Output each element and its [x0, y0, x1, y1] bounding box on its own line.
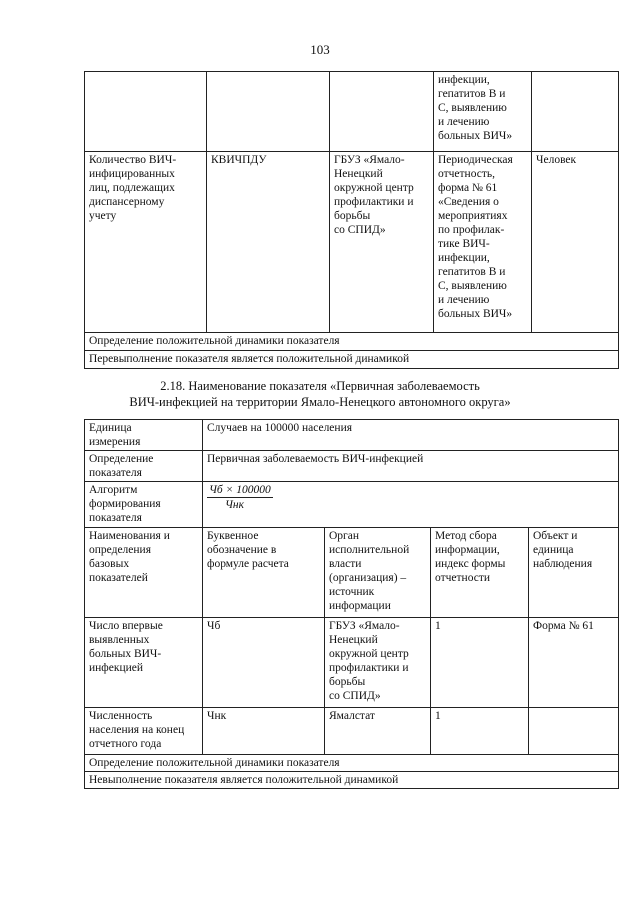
- formula: [207, 483, 273, 512]
- indicator-name-cell: Количество ВИЧ- инфицированных лиц, подлежащих диспансерному учету: [85, 152, 207, 333]
- unit-label: Единица измерения: [85, 420, 203, 451]
- table-header-row: [85, 528, 619, 618]
- formula-numerator: Чб × 100000: [209, 484, 271, 496]
- indicator-code-cell: КВИЧПДУ: [207, 152, 330, 333]
- unit-cell: Человек: [532, 152, 619, 333]
- formula-cell: [203, 482, 619, 528]
- method-cell: Периодическая отчетность, форма № 61 «Сведения о мероприятиях по профилак- тике ВИЧ- инфекции, гепатитов В и С, выявлению и лечению больных ВИЧ»: [434, 152, 532, 333]
- table-row: [85, 333, 619, 351]
- header-code: Буквенное обозначение в формуле расчета: [203, 528, 325, 618]
- definition-label: Определение показателя: [85, 451, 203, 482]
- indicator-table-continued: [84, 71, 619, 369]
- unit-value: Случаев на 100000 населения: [203, 420, 619, 451]
- table-row: [85, 451, 619, 482]
- table-row: [85, 708, 619, 755]
- definition-row: Определение положительной динамики показателя: [85, 755, 619, 772]
- section-heading-line1: 2.18. Наименование показателя «Первичная заболеваемость: [160, 379, 480, 393]
- method-cell: инфекции, гепатитов В и С, выявлению и лечению больных ВИЧ»: [434, 72, 532, 152]
- header-object: Объект и единица наблюдения: [529, 528, 619, 618]
- base-code-cell: Чнк: [203, 708, 325, 755]
- formula-denominator: Чнк: [225, 499, 245, 511]
- base-method-cell: 1: [431, 618, 529, 708]
- base-object-cell: [529, 708, 619, 755]
- table-row: [85, 420, 619, 451]
- table-row: [85, 72, 619, 152]
- table-row: [85, 482, 619, 528]
- page-number: 103: [310, 42, 330, 57]
- table-row: [85, 772, 619, 789]
- section-heading-line2: ВИЧ-инфекцией на территории Ямало-Ненецкого автономного округа»: [129, 395, 511, 409]
- base-org-cell: ГБУЗ «Ямало- Ненецкий окружной центр профилактики и борьбы со СПИД»: [325, 618, 431, 708]
- base-code-cell: Чб: [203, 618, 325, 708]
- table-row: [85, 351, 619, 369]
- header-method: Метод сбора информации, индекс формы отчетности: [431, 528, 529, 618]
- definition-row: Определение положительной динамики показателя: [85, 333, 619, 351]
- header-name: Наименования и определения базовых показателей: [85, 528, 203, 618]
- section-heading: [100, 378, 540, 410]
- base-name-cell: Численность населения на конец отчетного года: [85, 708, 203, 755]
- base-org-cell: Ямалстат: [325, 708, 431, 755]
- table-row: [85, 755, 619, 772]
- indicator-table: [84, 419, 619, 789]
- header-org: Орган исполнительной власти (организация) – источник информации: [325, 528, 431, 618]
- base-method-cell: 1: [431, 708, 529, 755]
- table-row: [85, 618, 619, 708]
- table-row: [85, 152, 619, 333]
- source-org-cell: ГБУЗ «Ямало- Ненецкий окружной центр профилактики и борьбы со СПИД»: [330, 152, 434, 333]
- dynamics-row: Невыполнение показателя является положительной динамикой: [85, 772, 619, 789]
- base-object-cell: Форма № 61: [529, 618, 619, 708]
- definition-value: Первичная заболеваемость ВИЧ-инфекцией: [203, 451, 619, 482]
- base-name-cell: Число впервые выявленных больных ВИЧ- инфекцией: [85, 618, 203, 708]
- algorithm-label: Алгоритм формирования показателя: [85, 482, 203, 528]
- dynamics-row: Перевыполнение показателя является положительной динамикой: [85, 351, 619, 369]
